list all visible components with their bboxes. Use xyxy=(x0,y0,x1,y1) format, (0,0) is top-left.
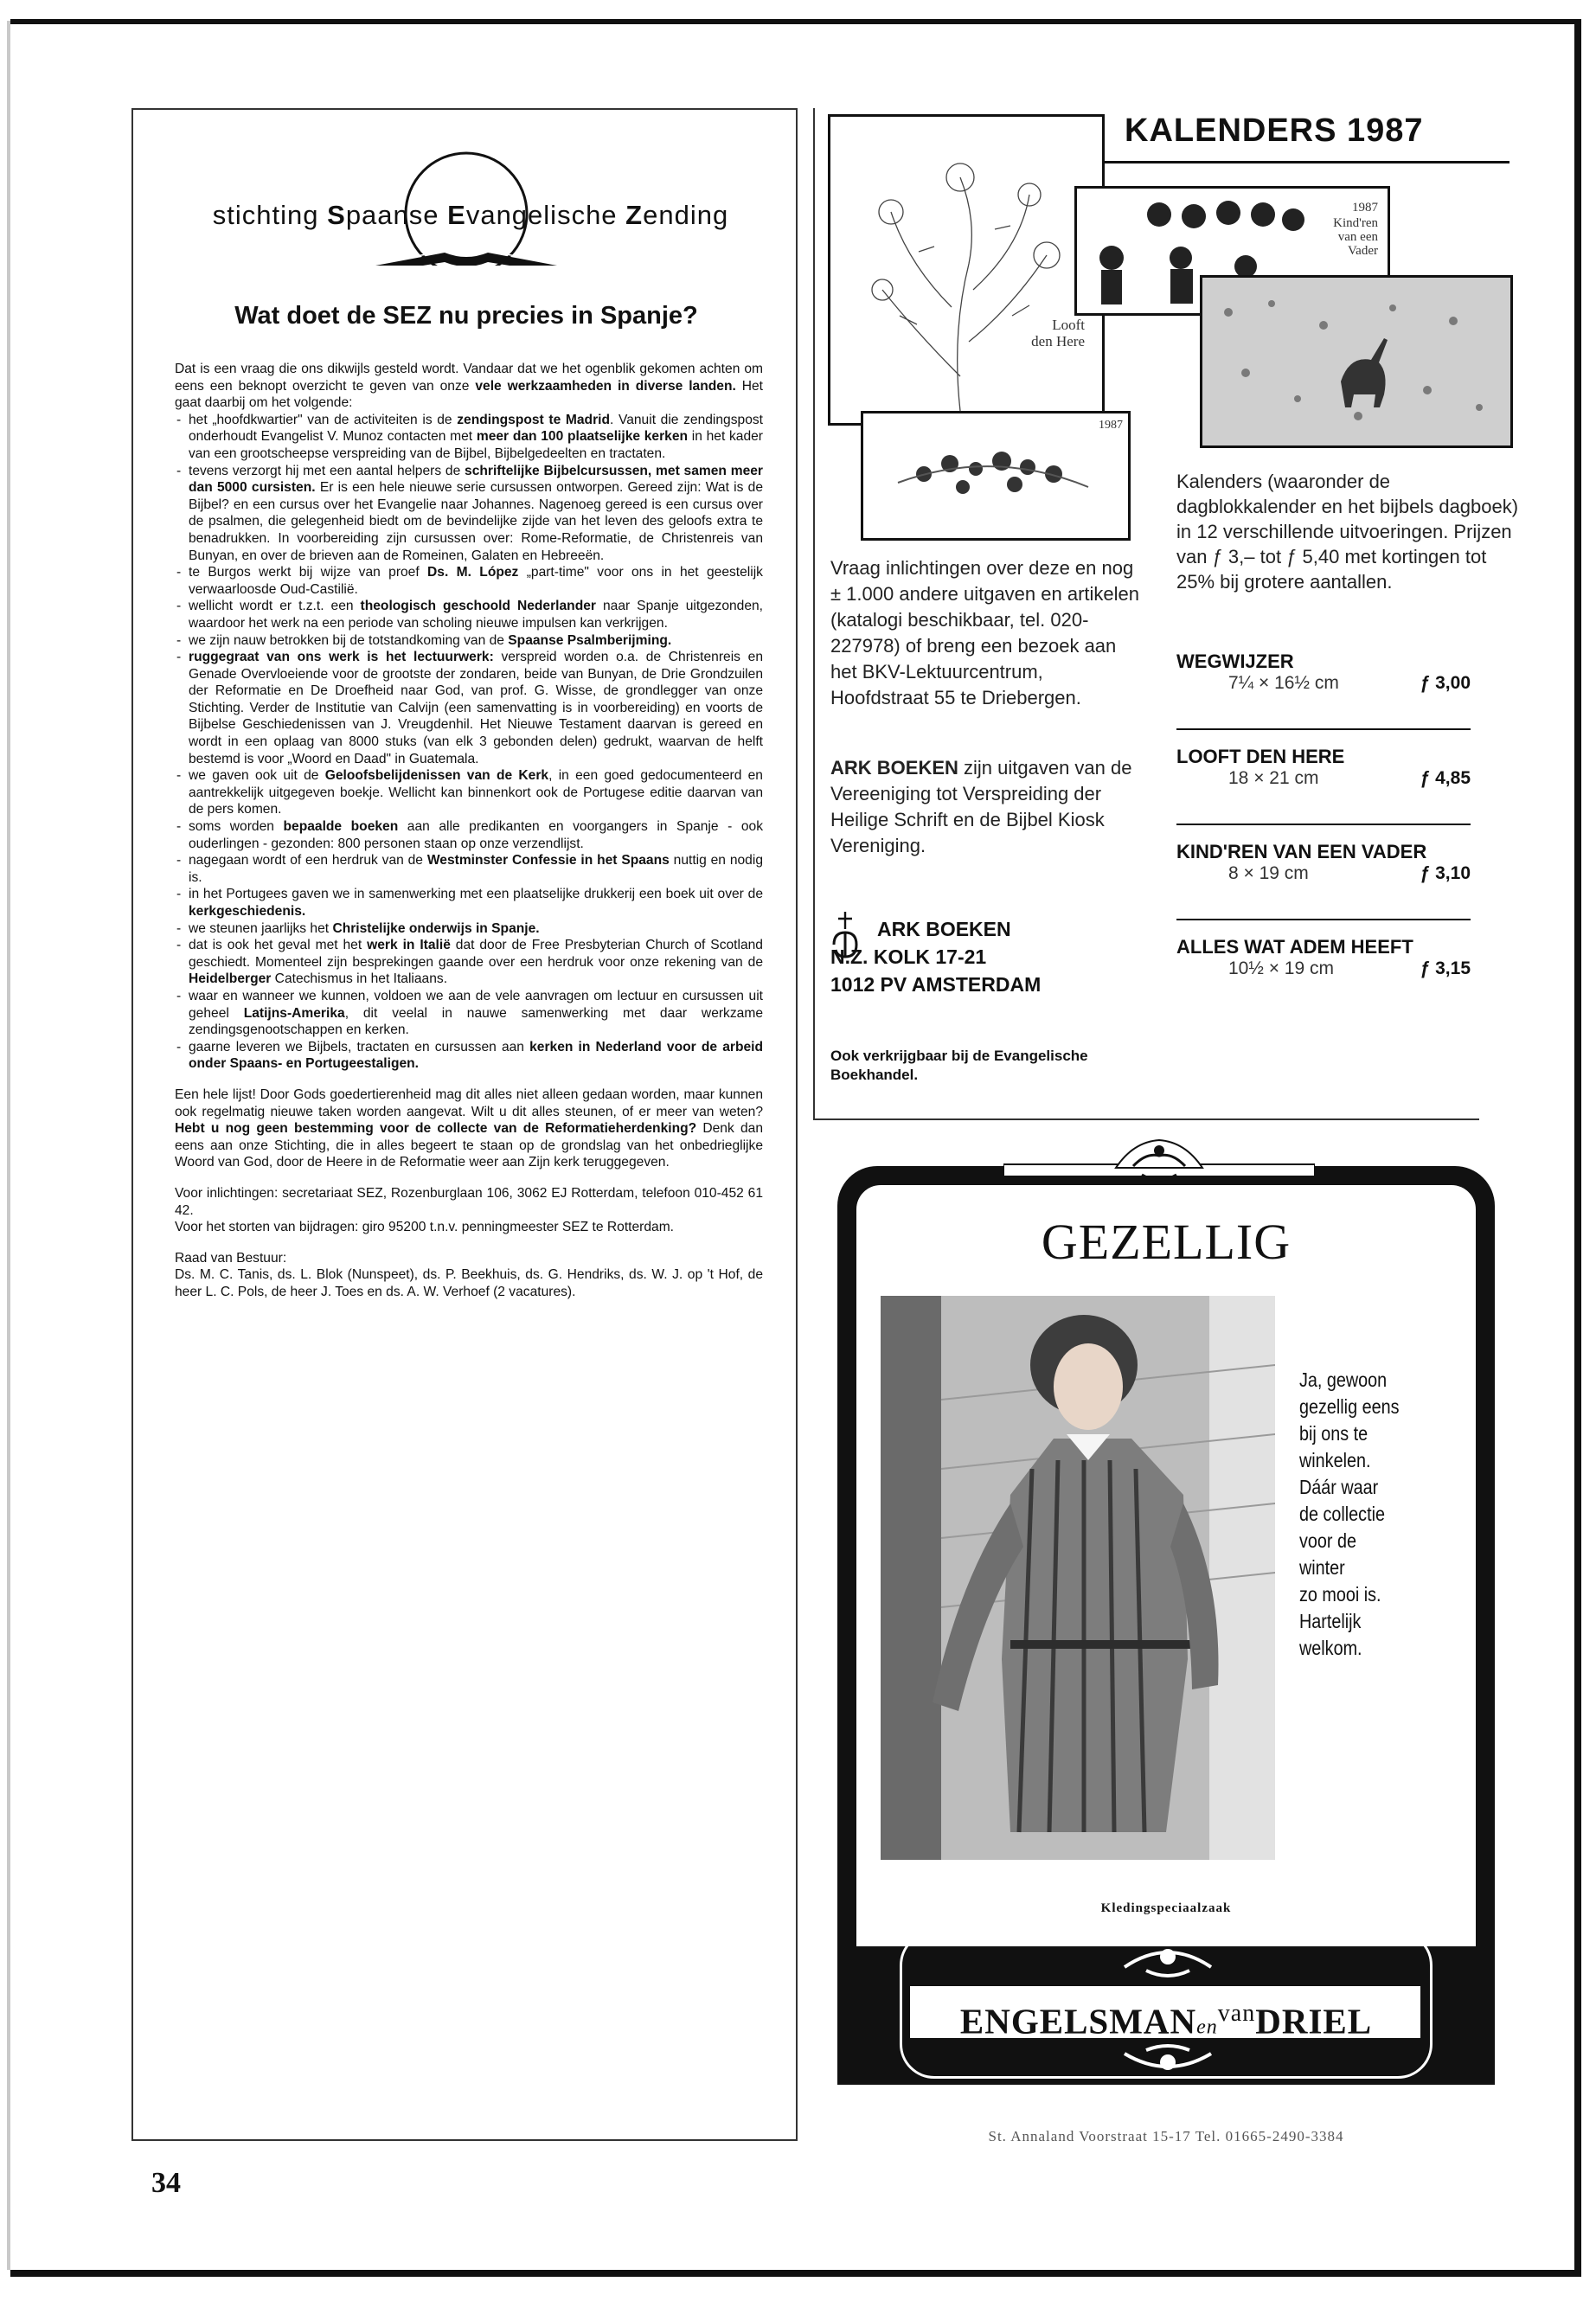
kalenders-description: Kalenders (waaronder de dagblokkalender en het bijbels dagboek) in 12 verschillende uitvoeringen. Prijzen van ƒ 3,– tot ƒ 5,40 met kortingen tot 25% bij grotere aantallen. xyxy=(1176,471,1519,593)
article-title: Wat doet de SEZ nu precies in Spanje? xyxy=(234,302,698,330)
item-size: 18 × 21 cm xyxy=(1228,768,1319,788)
shop-name: ENGELSMANen$^{van}$DRIEL xyxy=(959,2000,1373,2041)
ad-copy-line: de collectie xyxy=(1299,1503,1385,1525)
calendar-deer-image xyxy=(1200,275,1513,448)
item-price: ƒ 4,85 xyxy=(1420,768,1471,788)
fashion-model-icon xyxy=(881,1296,1275,1860)
item-name: WEGWIJZER xyxy=(1176,651,1294,672)
intro-paragraph: Dat is een vraag die ons dikwijls gesteld wordt. Vandaar dat we het ogenblik gekomen achten om eens een beknopt overzicht te geven van onze vele werkzaamheden in diverse landen. Het gaat daarbij om het volgende: xyxy=(175,362,763,411)
item-price: ƒ 3,15 xyxy=(1420,958,1471,978)
item-name: ALLES WAT ADEM HEEFT xyxy=(1176,936,1413,958)
wegwijzer-year: 1987 xyxy=(1099,419,1123,432)
ad-headline: GEZELLIG xyxy=(1041,1214,1292,1270)
kindren-caption: Kind'ren van een Vader xyxy=(1333,216,1378,258)
activity-item: - waar en wanneer we kunnen, voldoen we aan de vele aanvragen om lectuur en cursussen uit geheel Latijns-Amerika, dit veelal in nauwe samenwerking met daar werkzame zendingsgenootschappen en kerken. xyxy=(175,988,763,1039)
ad-copy-line: bij ons te xyxy=(1299,1422,1368,1445)
deer-in-meadow-icon xyxy=(1202,278,1510,445)
price-divider xyxy=(1176,728,1471,730)
kindren-year: 1987 xyxy=(1352,201,1378,215)
flower-sketch-icon xyxy=(830,117,1102,423)
ad-copy-line: Hartelijk xyxy=(1299,1610,1362,1632)
ad-copy-line: Dáár waar xyxy=(1299,1476,1379,1498)
activity-item: - we gaven ook uit de Geloofsbelijdenissen van de Kerk, in een goed gedocumenteerd en aantrekkelijk uitgegeven boekje. Wellicht kan binnenkort ook de Portugese editie daarvan van de pers komen. xyxy=(175,767,763,818)
ornament-middle-icon xyxy=(1116,1941,1220,1983)
ark-boeken-address xyxy=(830,915,1142,998)
activity-item: - nagegaan wordt of een herdruk van de Westminster Confessie in het Spaans nuttig en nodig is. xyxy=(175,852,763,886)
item-name: KIND'REN VAN EEN VADER xyxy=(1176,841,1427,862)
activity-item: - tevens verzorgt hij met een aantal helpers de schriftelijke Bijbelcursussen, met samen meer dan 5000 cursisten. Er is een hele nieuwe serie cursussen ontworpen. Gereed zijn: Wat is de Bijbel? en een cursus over het Evangelie naar Johannes. Nagenoeg gereed is een cursus over de psalmen, die gelegenheid biedt om de bevindelijke zijde van het leven des geloofs extra te benadrukken. In voorbereiding zijn cursussen over: Rome-Reformatie, de Christenreis van Bunyan, en over de brieven aan de Romeinen, Galaten en Hebreeën. xyxy=(175,463,763,565)
title-rule xyxy=(1103,161,1509,163)
evangelische-boekhandel-note: Ook verkrijgbaar bij de Evangelische Boekhandel. xyxy=(830,1048,1088,1083)
ad-copy-line: winter xyxy=(1299,1556,1345,1579)
address-line-3: 1012 PV AMSTERDAM xyxy=(830,973,1042,996)
closing-paragraph: Een hele lijst! Door Gods goedertierenheid mag dit alles niet alleen gedaan worden, maar kunnen ook regelmatig nieuwe taken worden aangevat. Wilt u dit alles steunen, of er meer van weten? Hebt u nog geen bestemming voor de collecte van de Reformatieherdenking? Denk dan eens aan onze Stichting, die in alles begeert te staan op de grondslag van het onbedrieglijke Woord van God, door de Heere in de Reformatie weer aan Zijn kerk teruggegeven. xyxy=(175,1086,763,1170)
item-size: 8 × 19 cm xyxy=(1228,863,1309,883)
activity-item: - we zijn nauw betrokken bij de totstandkoming van de Spaanse Psalmberijming. xyxy=(175,632,763,650)
ad-copy-line: Ja, gewoon xyxy=(1299,1368,1388,1391)
shop-type-label: Kledingspeciaalzaak xyxy=(1100,1901,1232,1915)
activities-list xyxy=(175,412,763,1073)
looft-den-here-caption: Looft den Here xyxy=(1031,317,1085,349)
calendar-looft-den-here-image xyxy=(828,114,1105,426)
kalenders-title: KALENDERS 1987 xyxy=(1125,112,1424,149)
shop-address: St. Annaland Voorstraat 15-17 Tel. 01665-2490-3384 xyxy=(988,2128,1344,2144)
ornament-bottom-icon xyxy=(1116,2041,1220,2080)
sez-logo-text: stichting Spaanse Evangelische Zending xyxy=(212,200,729,230)
article-body xyxy=(175,361,763,1300)
item-size: 7¼ × 16½ cm xyxy=(1228,673,1339,693)
activity-item: - in het Portugees gaven we in samenwerking met een plaatselijke drukkerij een boek uit over de kerkgeschiedenis. xyxy=(175,886,763,920)
address-line-1: ARK BOEKEN xyxy=(877,918,1011,940)
activity-item: - wellicht wordt er t.z.t. een theologisch geschoold Nederlander naar Spanje uitgezonden, waardoor het werk na een periode van scholing nieuwe impulsen kan verkrijgen. xyxy=(175,598,763,631)
activity-item: - ruggegraat van ons werk is het lectuurwerk: verspreid worden o.a. de Christenreis en Genade Overvloeiende voor de grootste der zondaren, beide van Bunyan, de Drie Grondzuilen der Reformatie en De Droefheid naar God, van prof. G. Wisse, de grondlegger van onze Stichting. Verder de Institutie van Calvijn (een samenvatting is in voorbereiding) en voorts de Bijbelse Geschiedenissen van J. Vreugdenhil. Het Nieuwe Testament daarvan is gereed en wordt in een oplaag van 8000 stuks (van elk 3 gebonden delen) gedrukt, waarvan de helft bestemd is voor „Woord en Daad" in Guatemala. xyxy=(175,649,763,767)
activity-item: - te Burgos werkt bij wijze van proef Ds. M. López „part-time" voor ons in het geestelijk verwaarloosde Oud-Castilië. xyxy=(175,564,763,598)
item-size: 10½ × 19 cm xyxy=(1228,958,1334,978)
price-item-wegwijzer xyxy=(1176,651,1471,697)
ornament-top-icon xyxy=(1003,1125,1315,1194)
address-line-2: N.Z. KOLK 17-21 xyxy=(830,945,987,968)
price-item-looft-den-here xyxy=(1176,746,1471,792)
activity-item: - het „hoofdkwartier" van de activiteiten is de zendingspost te Madrid. Vanuit die zendingspost onderhoudt Evangelist V. Munoz contacten met meer dan 100 plaatselijke kerken in het kader van een grootscheepse verspreiding van de Bijbel, Bijbelgedeelten en tractaten. xyxy=(175,412,763,463)
ad-copy-line: voor de xyxy=(1299,1529,1356,1552)
ad-copy-text xyxy=(1299,1367,1433,1662)
woman-in-dress-photo xyxy=(881,1296,1275,1860)
ad-copy-line: winkelen. xyxy=(1299,1449,1371,1471)
activity-item: - gaarne leveren we Bijbels, tractaten en cursussen aan kerken in Nederland voor de arbeid onder Spaans- en Portugeestaligen. xyxy=(175,1039,763,1073)
ad-copy-line: welkom. xyxy=(1299,1637,1362,1659)
ad-copy-line: zo mooi is. xyxy=(1299,1583,1381,1606)
sez-article xyxy=(131,108,798,2141)
item-name: LOOFT DEN HERE xyxy=(1176,746,1345,767)
price-divider xyxy=(1176,919,1471,920)
price-item-alles-wat-adem-heeft xyxy=(1176,936,1471,983)
inlichtingen-text: Vraag inlichtingen over deze en nog ± 1.000 andere uitgaven en artikelen (katalogi beschikbaar, tel. 020-227978) of breng een bezoek aan het BKV-Lektuurcentrum, Hoofdstraat 55 te Driebergen. xyxy=(830,557,1139,708)
activity-item: - dat is ook het geval met het werk in Italië dat door de Free Presbyterian Church of Scotland geschiedt. Momenteel zijn besprekingen gaande over een herdruk voor onze rekening van de Heidelberger Catechismus in het Italiaans. xyxy=(175,937,763,988)
item-price: ƒ 3,00 xyxy=(1420,673,1471,693)
logo-word-stichting: stichting xyxy=(212,200,328,230)
ark-boeken-description: ARK BOEKEN zijn uitgaven van de Vereeniging tot Verspreiding der Heilige Schrift en de Bijbel Kiosk Vereniging. xyxy=(830,757,1132,856)
item-price: ƒ 3,10 xyxy=(1420,863,1471,883)
price-divider xyxy=(1176,824,1471,825)
activity-item: - we steunen jaarlijks het Christelijke onderwijs in Spanje. xyxy=(175,920,763,938)
board-members: Raad van Bestuur: Ds. M. C. Tanis, ds. L. Blok (Nunspeet), ds. P. Beekhuis, ds. G. Hendriks, ds. W. J. op 't Hof, de heer L. C. Pols, de heer J. Toes en ds. A. W. Verhoef (2 vacatures). xyxy=(175,1250,763,1299)
activity-item: - soms worden bepaalde boeken aan alle predikanten en voorgangers in Spanje - ook ouderlingen - gezonden: 800 personen staan op onze verzendlijst. xyxy=(175,818,763,852)
price-item-kindren xyxy=(1176,841,1471,888)
contact-info: Voor inlichtingen: secretariaat SEZ, Rozenburglaan 106, 3062 EJ Rotterdam, telefoon 010-452 61 42. Voor het storten van bijdragen: giro 95200 t.n.v. penningmeester SEZ te Rotterdam. xyxy=(175,1185,763,1235)
sez-logo xyxy=(159,136,782,257)
page-number: 34 xyxy=(151,2167,181,2199)
ad-copy-line: gezellig eens xyxy=(1299,1395,1400,1418)
